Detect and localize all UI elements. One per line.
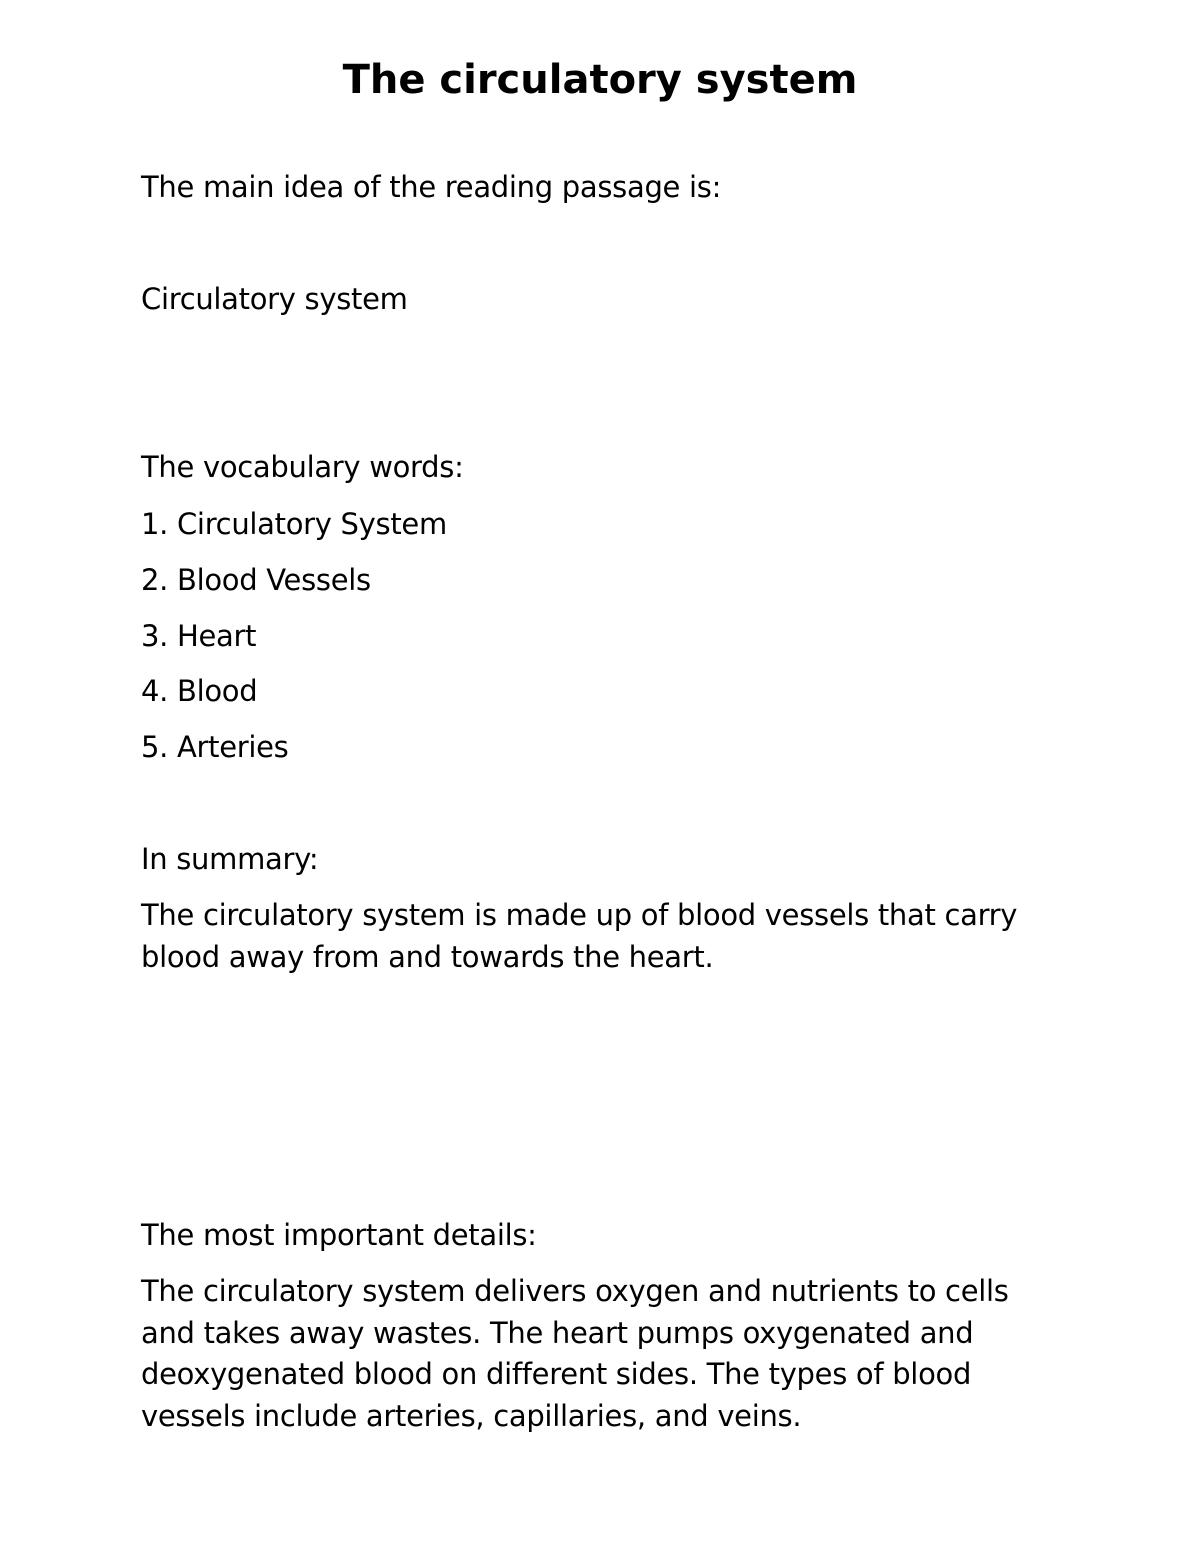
vocabulary-item: 3. Heart [141, 618, 257, 653]
vocabulary-item: 4. Blood [141, 674, 258, 709]
vocabulary-item: 5. Arteries [141, 730, 289, 764]
summary-text: The circulatory system is made up of blood vessels that carry blood away from and towards the heart. [141, 898, 1018, 974]
main-idea-answer: Circulatory system [141, 282, 408, 316]
vocabulary-list [141, 504, 447, 783]
vocabulary-item: 1. Circulatory System [141, 507, 447, 541]
details-heading: The most important details: [141, 1218, 537, 1252]
summary-heading: In summary: [141, 842, 319, 876]
details-text: The circulatory system delivers oxygen and nutrients to cells and takes away wastes. The heart pumps oxygenated and deoxygenated blood on different sides. The types of blood vessels include arteries, capillaries, and veins. [141, 1274, 1009, 1433]
vocabulary-heading: The vocabulary words: [141, 450, 464, 484]
page-title: The circulatory system [342, 57, 858, 103]
vocabulary-item: 2. Blood Vessels [141, 562, 371, 597]
main-idea-prompt: The main idea of the reading passage is: [141, 170, 722, 204]
